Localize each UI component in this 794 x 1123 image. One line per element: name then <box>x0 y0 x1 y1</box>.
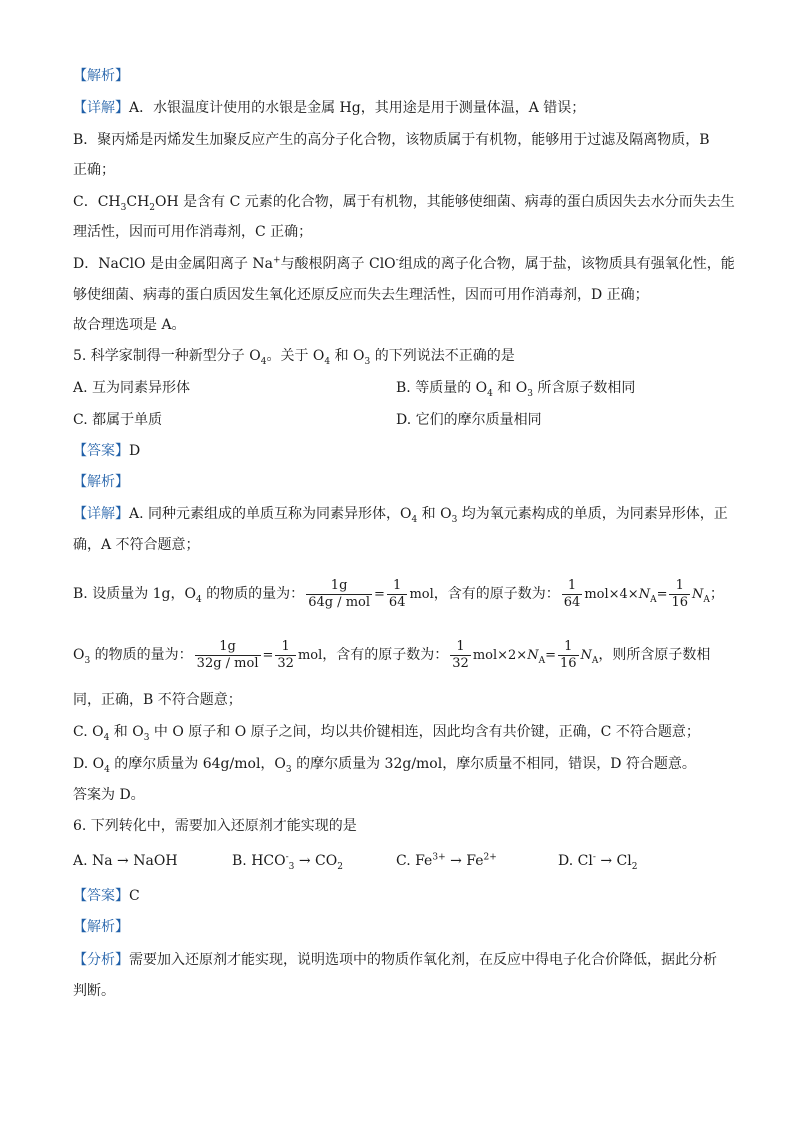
q4-option-b-analysis: B．聚丙烯是丙烯发生加聚反应产生的高分子化合物，该物质属于有机物，能够用于过滤及隔离物质，B <box>73 132 710 148</box>
q4-option-c-analysis-cont: 理活性，因而可用作消毒剂，C 正确； <box>73 224 313 240</box>
fraction-1-64-b: $\frac{1}{64}$ <box>563 577 581 610</box>
q4-conclusion: 故合理选项是 A。 <box>73 317 186 333</box>
q6-fenxi: 【分析】需要加入还原剂才能实现，说明选项中的物质作氧化剂，在反应中得电子化合价降低，据此分析 <box>73 952 717 968</box>
fraction-1-16: $\frac{1}{16}$ <box>671 577 689 610</box>
q5-analysis-tag: 【解析】 <box>73 474 129 490</box>
q5-option-b: B. 等质量的 $O_4$ 和 $O_3$ 所含原子数相同 <box>396 380 636 399</box>
q6-analysis-tag: 【解析】 <box>73 919 129 935</box>
q6-fenxi-cont: 判断。 <box>73 983 115 999</box>
q6-option-d: D. $Cl^- \to Cl_2$ <box>558 852 638 872</box>
q5-analysis-b-cont: 同，正确，B 不符合题意； <box>73 692 242 708</box>
q5-answer: 【答案】D <box>73 443 141 459</box>
q6-stem: 6. 下列转化中，需要加入还原剂才能实现的是 <box>73 818 357 834</box>
q4-option-c-analysis: C．$CH_3CH_2OH$ 是含有 C 元素的化合物，属于有机物，其能够使细菌、病毒的蛋白质因失去水分而失去生 <box>73 194 735 213</box>
q6-option-c: C. $Fe^{3+} \to Fe^{2+}$ <box>396 852 497 869</box>
q6-option-b: B. $HCO^-_3 \to CO_2$ <box>232 852 343 872</box>
q5-conclusion: 答案为 D。 <box>73 787 145 803</box>
q4-option-a-analysis: 【详解】A．水银温度计使用的水银是金属 Hg，其用途是用于测量体温，A 错误； <box>73 100 586 116</box>
q5-stem: 5. 科学家制得一种新型分子 $O_4$。关于 $O_4$ 和 $O_3$ 的下列说法不正确的是 <box>73 348 515 367</box>
fraction-1-16-b: $\frac{1}{16}$ <box>559 638 577 671</box>
q5-option-a: A. 互为同素异形体 <box>73 380 191 396</box>
fraction-1-32-b: $\frac{1}{32}$ <box>452 638 469 671</box>
q5-analysis-c: C. $O_4$ 和 $O_3$ 中 O 原子和 O 原子之间，均以共价键相连，因此均含有共价键，正确，C 不符合题意； <box>73 724 700 743</box>
q4-option-d-analysis-cont: 够使细菌、病毒的蛋白质因发生氧化还原反应而失去生理活性，因而可用作消毒剂，D 正确； <box>73 287 649 303</box>
analysis-tag: 【解析】 <box>73 68 129 84</box>
fraction-1-32: $\frac{1}{32}$ <box>277 638 294 671</box>
q6-answer: 【答案】C <box>73 888 140 904</box>
q5-analysis-b: B. 设质量为 1g，$O_4$ 的物质的量为： $\frac{1g}{\text{64g / mol}}$ = $\frac{1}{64}$ mol，含有的原子数为： $\frac{1}{64}$ $mol\times 4\times N_A=$ $\frac{1}{16}$ $N_A$； <box>73 577 724 610</box>
q5-analysis-a-cont: 确，A 不符合题意； <box>73 537 200 553</box>
q4-option-d-analysis: D．NaClO 是由金属阳离子 Na+与酸根阴离子 ClO-组成的离子化合物，属于盐，该物质具有强氧化性，能 <box>73 255 735 272</box>
q5-analysis-d: D. $O_4$ 的摩尔质量为 64g/mol，$O_3$ 的摩尔质量为 32g/mol，摩尔质量不相同，错误，D 符合题意。 <box>73 756 696 775</box>
q5-option-c: C. 都属于单质 <box>73 412 163 428</box>
q5-analysis-b-o3: $O_3$ 的物质的量为： $\frac{1g}{\text{32g / mol}}$ = $\frac{1}{32}$ mol，含有的原子数为： $\frac{1}{32}$ $mol\times 2\times N_A=$ $\frac{1}{16}$ $N_A$，则所含原子数相 <box>73 638 711 671</box>
q5-option-d: D. 它们的摩尔质量相同 <box>396 412 542 428</box>
fraction-1g-32: $\frac{1g}{\text{32g / mol}}$ <box>196 638 259 671</box>
fraction-1g-64: $\frac{1g}{\text{64g / mol}}$ <box>308 577 371 610</box>
fraction-1-64: $\frac{1}{64}$ <box>388 577 406 610</box>
q5-analysis-a: 【详解】A. 同种元素组成的单质互称为同素异形体，$O_4$ 和 $O_3$ 均为氧元素构成的单质，为同素异形体，正 <box>73 506 728 525</box>
q6-option-a: A. Na → NaOH <box>73 853 178 869</box>
q4-option-b-analysis-cont: 正确； <box>73 162 115 178</box>
